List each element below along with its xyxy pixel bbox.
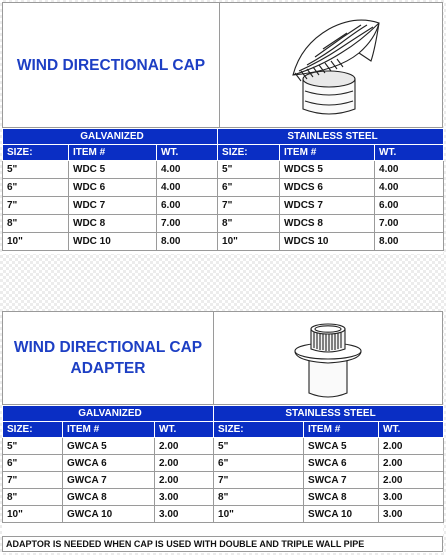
weight-cell: 8.00 [157, 233, 218, 251]
col-wt: WT. [375, 145, 444, 161]
size-cell: 7" [3, 197, 69, 215]
weight-cell: 2.00 [379, 455, 444, 472]
group-header-row [3, 406, 444, 422]
weight-cell: 3.00 [379, 506, 444, 523]
item-cell: GWCA 8 [63, 489, 155, 506]
size-cell: 7" [3, 472, 63, 489]
table-row [3, 233, 444, 251]
size-cell: 7" [218, 197, 280, 215]
col-item: ITEM # [304, 422, 379, 438]
item-cell: GWCA 10 [63, 506, 155, 523]
weight-cell: 7.00 [375, 215, 444, 233]
wind-directional-cap-table [2, 128, 444, 251]
table-row [3, 455, 444, 472]
size-cell: 6" [3, 179, 69, 197]
weight-cell: 6.00 [157, 197, 218, 215]
column-header-row [3, 422, 444, 438]
item-cell: WDC 8 [69, 215, 157, 233]
title-cell [3, 312, 214, 404]
product-illustration [214, 312, 442, 404]
product-header [2, 311, 443, 405]
size-cell: 8" [3, 489, 63, 506]
product-illustration [220, 3, 442, 127]
size-cell: 10" [3, 506, 63, 523]
item-cell: WDCS 6 [280, 179, 375, 197]
weight-cell: 4.00 [157, 161, 218, 179]
weight-cell: 2.00 [155, 455, 214, 472]
item-cell: SWCA 7 [304, 472, 379, 489]
table-row [3, 438, 444, 455]
item-cell: GWCA 6 [63, 455, 155, 472]
table-row [3, 179, 444, 197]
weight-cell: 4.00 [375, 161, 444, 179]
size-cell: 5" [3, 161, 69, 179]
size-cell: 10" [3, 233, 69, 251]
weight-cell: 2.00 [155, 472, 214, 489]
table-row [3, 489, 444, 506]
weight-cell: 3.00 [155, 506, 214, 523]
size-cell: 7" [214, 472, 304, 489]
item-cell: WDCS 8 [280, 215, 375, 233]
cap-adapter-section [2, 311, 443, 553]
product-title [14, 337, 202, 379]
product-header [2, 2, 443, 128]
col-wt: WT. [157, 145, 218, 161]
weight-cell: 4.00 [157, 179, 218, 197]
wind-directional-cap-section [2, 2, 443, 254]
weight-cell: 3.00 [379, 489, 444, 506]
cap-adapter-icon [283, 315, 373, 401]
item-cell: SWCA 8 [304, 489, 379, 506]
weight-cell: 6.00 [375, 197, 444, 215]
product-title: WIND DIRECTIONAL CAP [16, 56, 206, 74]
group-header-row [3, 129, 444, 145]
group-stainless-steel: STAINLESS STEEL [214, 406, 444, 422]
col-item: ITEM # [280, 145, 375, 161]
item-cell: WDCS 10 [280, 233, 375, 251]
size-cell: 6" [218, 179, 280, 197]
title-line-1: WIND DIRECTIONAL CAP [13, 339, 203, 356]
size-cell: 5" [214, 438, 304, 455]
size-cell: 6" [214, 455, 304, 472]
size-cell: 5" [218, 161, 280, 179]
item-cell: WDCS 7 [280, 197, 375, 215]
title-cell [3, 3, 220, 127]
col-item: ITEM # [69, 145, 157, 161]
group-stainless-steel: STAINLESS STEEL [218, 129, 444, 145]
title-line-2: ADAPTER [70, 360, 146, 377]
table-row [3, 506, 444, 523]
item-cell: WDCS 5 [280, 161, 375, 179]
size-cell: 10" [218, 233, 280, 251]
col-size: SIZE: [3, 145, 69, 161]
size-cell: 6" [3, 455, 63, 472]
column-header-row [3, 145, 444, 161]
weight-cell: 8.00 [375, 233, 444, 251]
col-size: SIZE: [214, 422, 304, 438]
item-cell: WDC 5 [69, 161, 157, 179]
size-cell: 5" [3, 438, 63, 455]
weight-cell: 7.00 [157, 215, 218, 233]
col-item: ITEM # [63, 422, 155, 438]
item-cell: GWCA 7 [63, 472, 155, 489]
size-cell: 10" [214, 506, 304, 523]
size-cell: 8" [3, 215, 69, 233]
col-wt: WT. [379, 422, 444, 438]
col-wt: WT. [155, 422, 214, 438]
weight-cell: 2.00 [379, 472, 444, 489]
table-row [3, 161, 444, 179]
item-cell: SWCA 5 [304, 438, 379, 455]
size-cell: 8" [214, 489, 304, 506]
weight-cell: 4.00 [375, 179, 444, 197]
group-galvanized: GALVANIZED [3, 406, 214, 422]
item-cell: SWCA 10 [304, 506, 379, 523]
group-galvanized: GALVANIZED [3, 129, 218, 145]
item-cell: WDC 6 [69, 179, 157, 197]
cap-adapter-table [2, 405, 444, 523]
weight-cell: 2.00 [155, 438, 214, 455]
weight-cell: 2.00 [379, 438, 444, 455]
table-row [3, 197, 444, 215]
item-cell: SWCA 6 [304, 455, 379, 472]
col-size: SIZE: [3, 422, 63, 438]
weight-cell: 3.00 [155, 489, 214, 506]
wind-directional-cap-icon [271, 9, 391, 121]
adapter-note: ADAPTOR IS NEEDED WHEN CAP IS USED WITH DOUBLE AND TRIPLE WALL PIPE [2, 536, 443, 552]
table-row [3, 215, 444, 233]
size-cell: 8" [218, 215, 280, 233]
col-size: SIZE: [218, 145, 280, 161]
item-cell: WDC 10 [69, 233, 157, 251]
item-cell: WDC 7 [69, 197, 157, 215]
table-row [3, 472, 444, 489]
item-cell: GWCA 5 [63, 438, 155, 455]
